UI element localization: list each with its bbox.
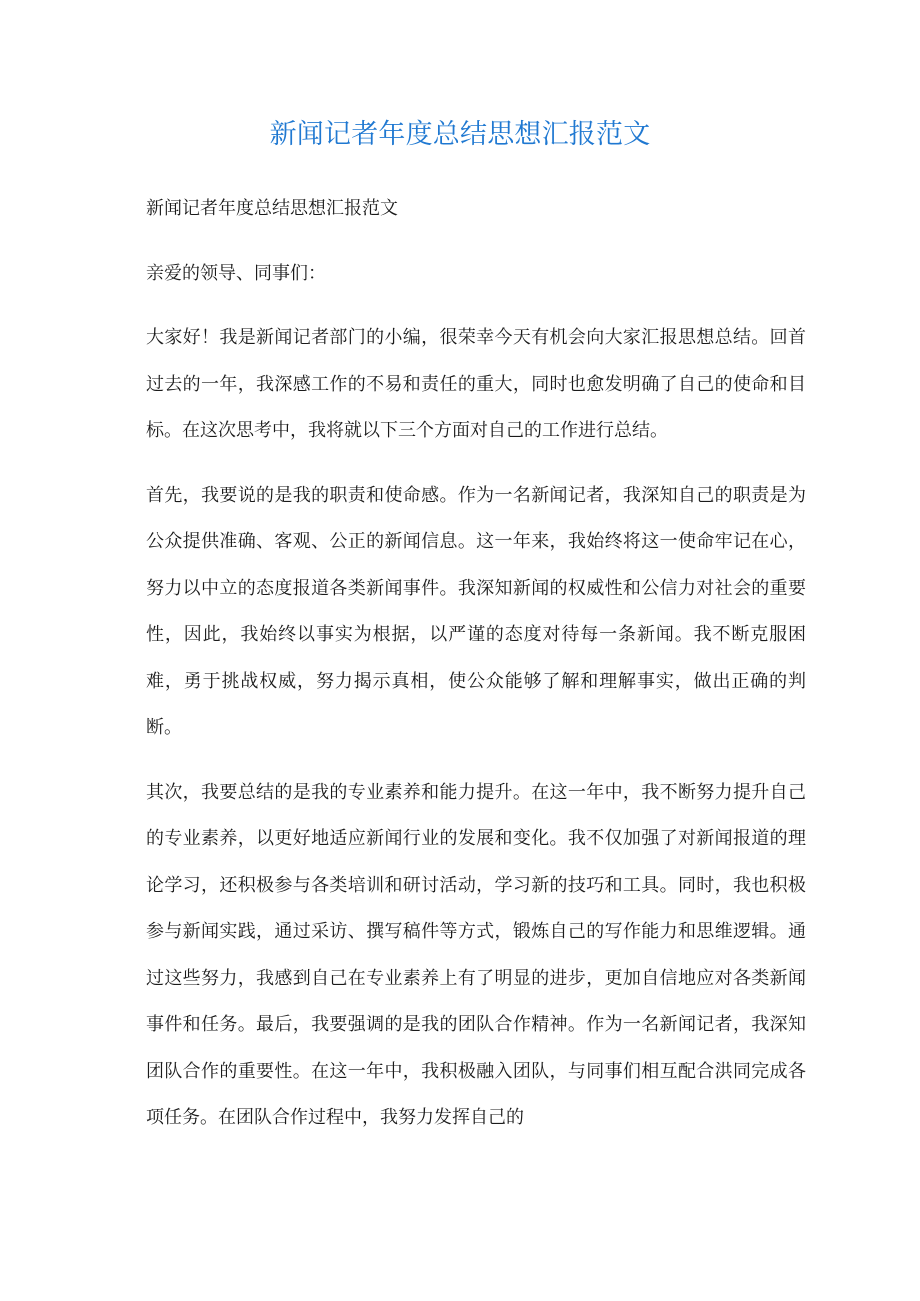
paragraph-subtitle: 新闻记者年度总结思想汇报范文 [146,198,398,219]
paragraph-duty: 首先，我要说的是我的职责和使命感。作为一名新闻记者，我深知自己的职责是为公众提供准确、客观、公正的新闻信息。这一年来，我始终将这一使命牢记在心，努力以中立的态度报道各类新闻事件。我深知新闻的权威性和公信力对社会的重要性，因此，我始终以事实为根据，以严谨的态度对待每一条新闻。我不断克服困难，勇于挑战权威，努力揭示真相，使公众能够了解和理解事实，做出正确的判断。 [146,484,806,738]
document-body [146,186,806,1160]
paragraph-salutation: 亲爱的领导、同事们： [146,262,326,284]
paragraph-skills-teamwork: 其次，我要总结的是我的专业素养和能力提升。在这一年中，我不断努力提升自己的专业素养，以更好地适应新闻行业的发展和变化。我不仅加强了对新闻报道的理论学习，还积极参与各类培训和研讨活动，学习新的技巧和工具。同时，我也积极参与新闻实践，通过采访、撰写稿件等方式，锻炼自己的写作能力和思维逻辑。通过这些努力，我感到自己在专业素养上有了明显的进步，更加自信地应对各类新闻事件和任务。最后，我要强调的是我的团队合作精神。作为一名新闻记者，我深知团队合作的重要性。在这一年中，我积极融入团队，与同事们相互配合洪同完成各项任务。在团队合作过程中，我努力发挥自己的 [146,781,806,1128]
document-title: 新闻记者年度总结思想汇报范文 [269,119,651,150]
paragraph-intro: 大家好！我是新闻记者部门的小编，很荣幸今天有机会向大家汇报思想总结。回首过去的一年，我深感工作的不易和责任的重大，同时也愈发明确了自己的使命和目标。在这次思考中，我将就以下三个方面对自己的工作进行总结。 [146,327,806,441]
